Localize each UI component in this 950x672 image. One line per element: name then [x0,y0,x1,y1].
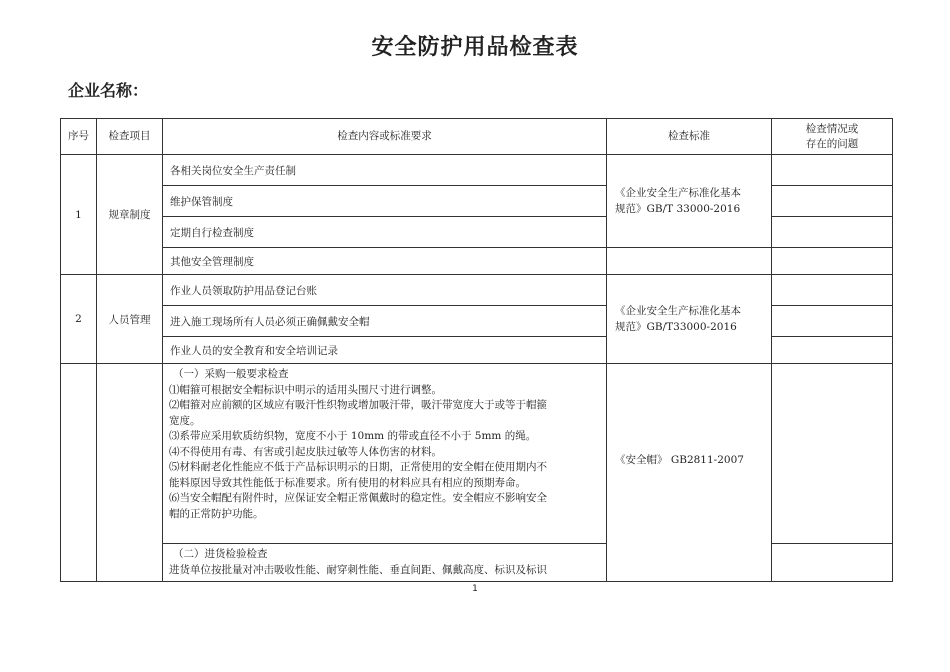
group2-row-content: 进入施工现场所有人员必须正确佩戴安全帽 [163,306,607,337]
issue-cell[interactable] [772,248,893,275]
group1-standard [607,155,772,248]
group1-row-content: 各相关岗位安全生产责任制 [163,155,607,186]
header-no: 序号 [61,119,97,155]
group3-incoming-inspection [163,544,607,582]
header-issue-line2: 存在的问题 [805,137,859,150]
group2-standard [607,275,772,364]
page-title: 安全防护用品检查表 [371,35,579,60]
issue-cell[interactable] [772,275,893,306]
requirement-line: ⑸材料耐老化性能应不低于产品标识明示的日期，正常使用的安全帽在使用期内不 [169,461,547,473]
requirement-heading: （一）采购一般要求检查 [173,368,289,380]
issue-cell[interactable] [772,364,893,544]
requirement-line: 帽的正常防护功能。 [169,507,264,520]
group2-no: 2 [61,275,97,364]
group3-no [61,364,97,582]
group3-item [97,364,163,582]
group2-standard-line1: 《企业安全生产标准化基本 [615,305,741,317]
table-row [61,155,893,186]
table-row [61,275,893,306]
group2-item: 人员管理 [97,275,163,364]
group2-standard-line2: 规范》GB/T33000-2016 [615,321,737,333]
requirement-line: ⑶系带应采用软质纺织物，宽度不小于 10mm 的带或直径不小于 5mm 的绳。 [169,430,537,442]
issue-cell[interactable] [772,544,893,582]
group3-purchase-requirements [163,364,607,544]
group1-row-content: 定期自行检查制度 [163,217,607,248]
group3-standard: 《安全帽》 GB2811-2007 [607,364,772,582]
inspection-table [60,118,893,582]
company-name-label: 企业名称： [68,81,149,100]
issue-cell[interactable] [772,186,893,217]
table-row [61,364,893,544]
requirement-line: 能料原因导致其性能低于标准要求。所有使用的材料应具有相应的预期寿命。 [169,476,526,489]
group1-row-content: 其他安全管理制度 [163,248,607,275]
group2-row-content: 作业人员的安全教育和安全培训记录 [163,337,607,364]
issue-cell[interactable] [772,337,893,364]
header-item: 检查项目 [97,119,163,155]
table-row [61,248,893,275]
requirement-line: 进货单位按批量对冲击吸收性能、耐穿刺性能、垂直间距、佩戴高度、标识及标识 [169,563,547,576]
requirement-heading: （二）进货检验检查 [173,548,268,560]
page-number: 1 [472,584,478,594]
issue-cell[interactable] [772,306,893,337]
header-standard: 检查标准 [607,119,772,155]
header-issue-line1: 检查情况或 [805,122,859,135]
issue-cell[interactable] [772,217,893,248]
group1-standard-line1: 《企业安全生产标准化基本 [615,187,741,199]
group1-standard-line2: 规范》GB/T 33000-2016 [615,203,741,215]
group2-row-content: 作业人员领取防护用品登记台账 [163,275,607,306]
issue-cell[interactable] [772,155,893,186]
group1-no: 1 [61,155,97,275]
requirement-line: ⑴帽箍可根据安全帽标识中明示的适用头围尺寸进行调整。 [169,383,442,396]
standard-empty-cell [607,248,772,275]
requirement-line: ⑵帽箍对应前额的区域应有吸汗性织物或增加吸汗带，吸汗带宽度大于或等于帽箍 [169,399,547,411]
requirement-line: 宽度。 [169,414,201,427]
header-issue [772,119,893,155]
requirement-line: ⑹当安全帽配有附件时，应保证安全帽正常佩戴时的稳定性。安全帽应不影响安全 [169,492,547,504]
requirement-line: ⑷不得使用有毒、有害或引起皮肤过敏等人体伤害的材料。 [169,445,442,458]
table-header-row [61,119,893,155]
header-content: 检查内容或标准要求 [163,119,607,155]
group1-row-content: 维护保管制度 [163,186,607,217]
group1-item: 规章制度 [97,155,163,275]
